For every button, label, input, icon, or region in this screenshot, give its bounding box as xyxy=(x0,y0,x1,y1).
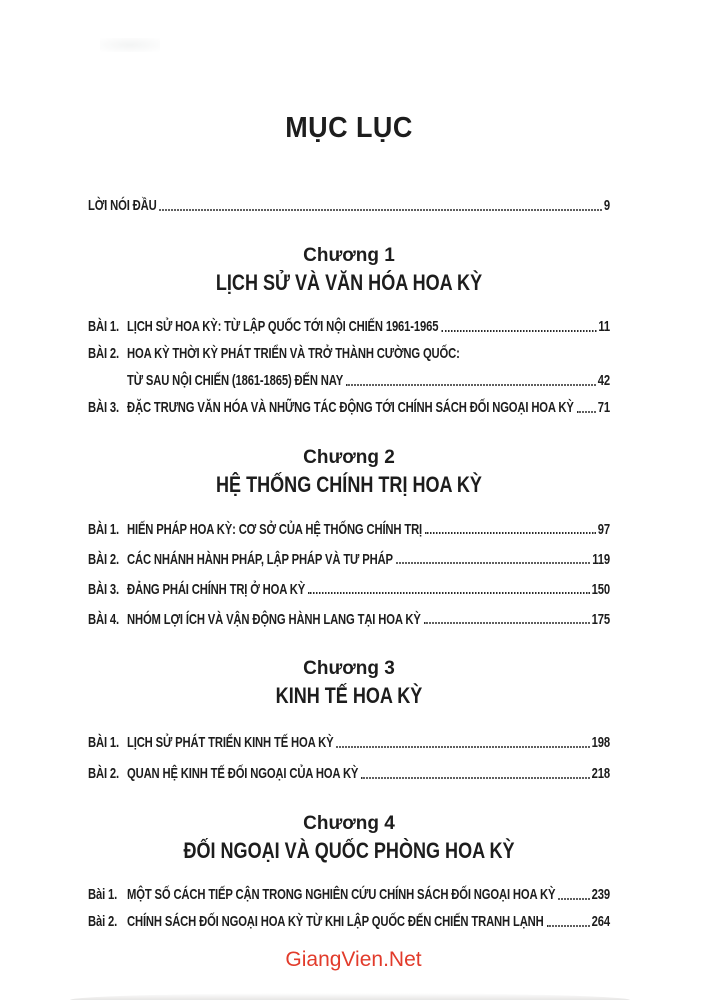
chapter-title: ĐỐI NGOẠI VÀ QUỐC PHÒNG HOA KỲ xyxy=(183,838,515,863)
item-title: MỘT SỐ CÁCH TIẾP CẬN TRONG NGHIÊN CỨU CHÍNH SÁCH ĐỐI NGOẠI HOA KỲ xyxy=(127,886,556,903)
scan-edge-shadow xyxy=(70,993,630,1000)
item-title: HOA KỲ THỜI KỲ PHÁT TRIỂN VÀ TRỞ THÀNH CƯỜNG QUỐC: xyxy=(127,345,460,362)
page-number: 97 xyxy=(597,520,610,538)
chapter-title: HỆ THỐNG CHÍNH TRỊ HOA KỲ xyxy=(216,472,482,497)
chapter-heading: Chương 4 xyxy=(303,813,395,834)
chapter-items xyxy=(88,313,610,421)
preface-row xyxy=(88,191,610,220)
item-title: CÁC NHÁNH HÀNH PHÁP, LẬP PHÁP VÀ TƯ PHÁP xyxy=(127,550,393,568)
item-title: HIẾN PHÁP HOA KỲ: CƠ SỞ CỦA HỆ THỐNG CHÍNH TRỊ xyxy=(127,520,423,538)
item-label: Bài 2. xyxy=(88,913,118,930)
dot-leader xyxy=(547,925,590,927)
page-number: 71 xyxy=(597,399,610,416)
item-label: BÀI 1. xyxy=(88,520,119,538)
chapter-section xyxy=(88,656,610,789)
item-label: BÀI 3. xyxy=(88,580,119,598)
toc-row xyxy=(88,727,610,758)
item-title: NHÓM LỢI ÍCH VÀ VẬN ĐỘNG HÀNH LANG TẠI HOA KỲ xyxy=(127,610,421,628)
item-title: QUAN HỆ KINH TẾ ĐỐI NGOẠI CỦA HOA KỲ xyxy=(127,765,359,782)
page-title: MỤC LỤC xyxy=(285,112,413,144)
item-title: ĐẶC TRƯNG VĂN HÓA VÀ NHỮNG TÁC ĐỘNG TỚI CHÍNH SÁCH ĐỐI NGOẠI HOA KỲ xyxy=(127,399,574,416)
chapter-items xyxy=(88,727,610,789)
toc-row xyxy=(88,544,610,574)
dot-leader xyxy=(361,777,589,779)
toc-content xyxy=(88,0,610,935)
dot-leader xyxy=(558,898,589,900)
dot-leader xyxy=(308,592,589,594)
toc-row xyxy=(88,313,610,340)
page-number: 119 xyxy=(592,550,610,568)
toc-row xyxy=(88,758,610,789)
toc-row xyxy=(88,394,610,421)
item-label: Bài 1. xyxy=(88,886,118,903)
preface-label: LỜI NÓI ĐẦU xyxy=(88,197,157,214)
dot-leader xyxy=(424,622,590,624)
item-title: TỪ SAU NỘI CHIẾN (1861-1865) ĐẾN NAY xyxy=(127,372,344,389)
dot-leader xyxy=(425,532,596,534)
dot-leader xyxy=(577,411,596,413)
chapter-title: LỊCH SỬ VÀ VĂN HÓA HOA KỲ xyxy=(215,270,483,295)
page-number: 11 xyxy=(598,318,610,335)
page-number: 42 xyxy=(597,372,610,389)
item-label: BÀI 1. xyxy=(88,734,119,751)
toc-row xyxy=(88,514,610,544)
dot-leader xyxy=(441,330,596,332)
item-title: CHÍNH SÁCH ĐỐI NGOẠI HOA KỲ TỪ KHI LẬP QUỐC ĐẾN CHIẾN TRANH LẠNH xyxy=(127,913,544,930)
chapter-section xyxy=(88,243,610,421)
item-title: LỊCH SỬ HOA KỲ: TỪ LẬP QUỐC TỚI NỘI CHIẾN 1961-1965 xyxy=(127,318,439,335)
page-number: 150 xyxy=(591,580,610,598)
dot-leader xyxy=(336,746,589,748)
chapter-section xyxy=(88,811,610,935)
watermark-text: GiangVien.Net xyxy=(285,948,422,971)
toc-row xyxy=(88,604,610,634)
page-number: 198 xyxy=(591,734,610,751)
item-label: BÀI 2. xyxy=(88,765,119,782)
item-title: ĐẢNG PHÁI CHÍNH TRỊ Ở HOA KỲ xyxy=(127,580,306,598)
item-label: BÀI 2. xyxy=(88,345,119,362)
item-label: BÀI 2. xyxy=(88,550,119,568)
chapter-heading: Chương 3 xyxy=(303,658,395,679)
toc-row xyxy=(88,908,610,935)
page-number: 175 xyxy=(591,610,610,628)
item-label: BÀI 1. xyxy=(88,318,119,335)
toc-row xyxy=(88,367,610,394)
toc-row xyxy=(88,574,610,604)
chapter-items xyxy=(88,514,610,634)
chapters xyxy=(88,243,610,935)
toc-row xyxy=(88,340,610,367)
page-number: 218 xyxy=(591,765,610,782)
dot-leader xyxy=(346,384,595,386)
item-label: BÀI 3. xyxy=(88,399,119,416)
item-title: LỊCH SỬ PHÁT TRIỂN KINH TẾ HOA KỲ xyxy=(127,734,334,751)
page-number: 264 xyxy=(591,913,610,930)
dot-leader xyxy=(160,209,602,211)
chapter-heading: Chương 1 xyxy=(303,245,395,266)
page-number: 9 xyxy=(603,197,610,214)
chapter-items xyxy=(88,881,610,935)
toc-row xyxy=(88,881,610,908)
item-label: BÀI 4. xyxy=(88,610,119,628)
chapter-heading: Chương 2 xyxy=(303,447,395,468)
dot-leader xyxy=(396,562,590,564)
page-number: 239 xyxy=(591,886,610,903)
chapter-title: KINH TẾ HOA KỲ xyxy=(275,683,423,708)
chapter-section xyxy=(88,445,610,634)
